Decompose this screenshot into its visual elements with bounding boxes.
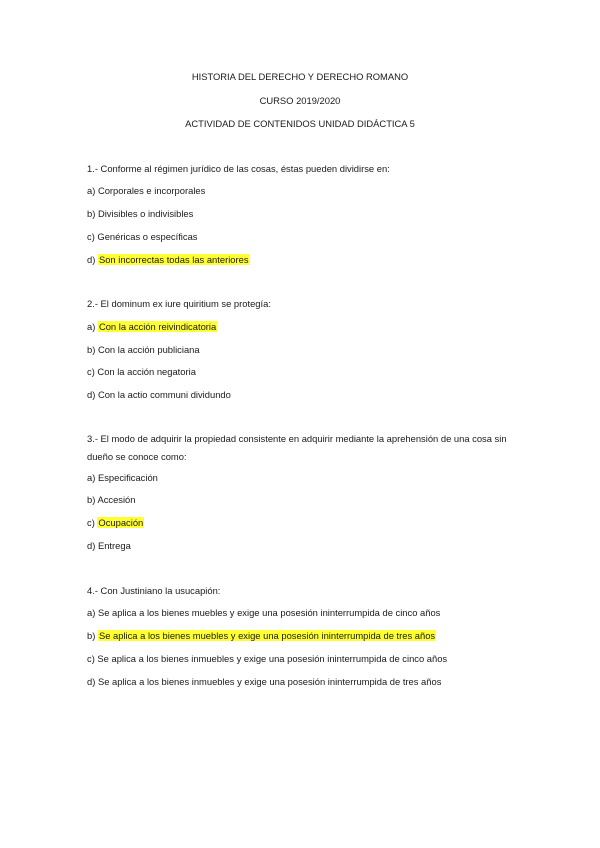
option-prefix: c): [87, 366, 98, 377]
option-prefix: a): [87, 185, 98, 196]
option-prefix: b): [87, 208, 98, 219]
option-prefix: d): [87, 676, 98, 687]
option-text: Entrega: [97, 540, 131, 551]
option-prefix: a): [87, 472, 98, 483]
question-3-option-a: [87, 472, 158, 483]
question-1-option-a: [87, 185, 205, 196]
question-3-option-c: [87, 517, 144, 528]
question-4-option-d: [87, 676, 441, 687]
option-prefix: d): [87, 254, 98, 265]
option-prefix: d): [87, 540, 98, 551]
option-text: Corporales e incorporales: [97, 185, 206, 196]
option-prefix: a): [87, 607, 98, 618]
option-text: Especificación: [97, 472, 158, 483]
option-prefix: c): [87, 231, 98, 242]
option-prefix: b): [87, 630, 98, 641]
option-prefix: c): [87, 517, 98, 528]
option-prefix: b): [87, 344, 98, 355]
option-text: Divisibles o indivisibles: [97, 208, 194, 219]
option-text: Con la acción negatoria: [97, 366, 196, 377]
question-3-text: 3.- El modo de adquirir la propiedad consistente en adquirir mediante la aprehensión de una cosa sin dueño se conoce como:: [87, 433, 507, 462]
question-2-option-d: [87, 389, 231, 400]
activity-label: ACTIVIDAD DE CONTENIDOS UNIDAD DIDÁCTICA 5: [185, 118, 415, 129]
question-2-text: 2.- El dominum ex iure quiritium se protegía:: [87, 298, 271, 309]
question-3-option-b: [87, 494, 135, 505]
document-title: HISTORIA DEL DERECHO Y DERECHO ROMANO: [191, 71, 409, 82]
question-4-option-a: [87, 607, 440, 618]
question-4-text: 4.- Con Justiniano la usucapión:: [87, 585, 221, 596]
option-prefix: b): [87, 494, 98, 505]
course-label: CURSO 2019/2020: [259, 95, 341, 106]
highlighted-answer: Con la acción reivindicatoria: [98, 321, 217, 332]
question-2-option-c: [87, 366, 196, 377]
question-4-option-b: [87, 630, 436, 641]
option-text: Accesión: [97, 494, 136, 505]
question-2-option-a: [87, 321, 217, 332]
option-prefix: a): [87, 321, 98, 332]
question-1-option-d: [87, 254, 250, 265]
question-4-option-c: [87, 653, 447, 664]
highlighted-answer: Se aplica a los bienes muebles y exige una posesión ininterrumpida de tres años: [98, 630, 436, 641]
highlighted-answer: Ocupación: [98, 517, 144, 528]
highlighted-answer: Son incorrectas todas las anteriores: [98, 254, 249, 265]
option-text: Se aplica a los bienes inmuebles y exige una posesión ininterrumpida de cinco años: [97, 653, 448, 664]
question-1-text: 1.- Conforme al régimen jurídico de las cosas, éstas pueden dividirse en:: [87, 163, 390, 174]
question-2-option-b: [87, 344, 200, 355]
option-prefix: d): [87, 389, 98, 400]
option-text: Genéricas o específicas: [97, 231, 198, 242]
option-prefix: c): [87, 653, 98, 664]
question-1-option-c: [87, 231, 197, 242]
option-text: Se aplica a los bienes inmuebles y exige una posesión ininterrumpida de tres años: [97, 676, 442, 687]
option-text: Con la acción publiciana: [97, 344, 200, 355]
question-1-option-b: [87, 208, 193, 219]
option-text: Con la actio communi dividundo: [97, 389, 231, 400]
option-text: Se aplica a los bienes muebles y exige una posesión ininterrumpida de cinco años: [97, 607, 441, 618]
question-3-option-d: [87, 540, 131, 551]
